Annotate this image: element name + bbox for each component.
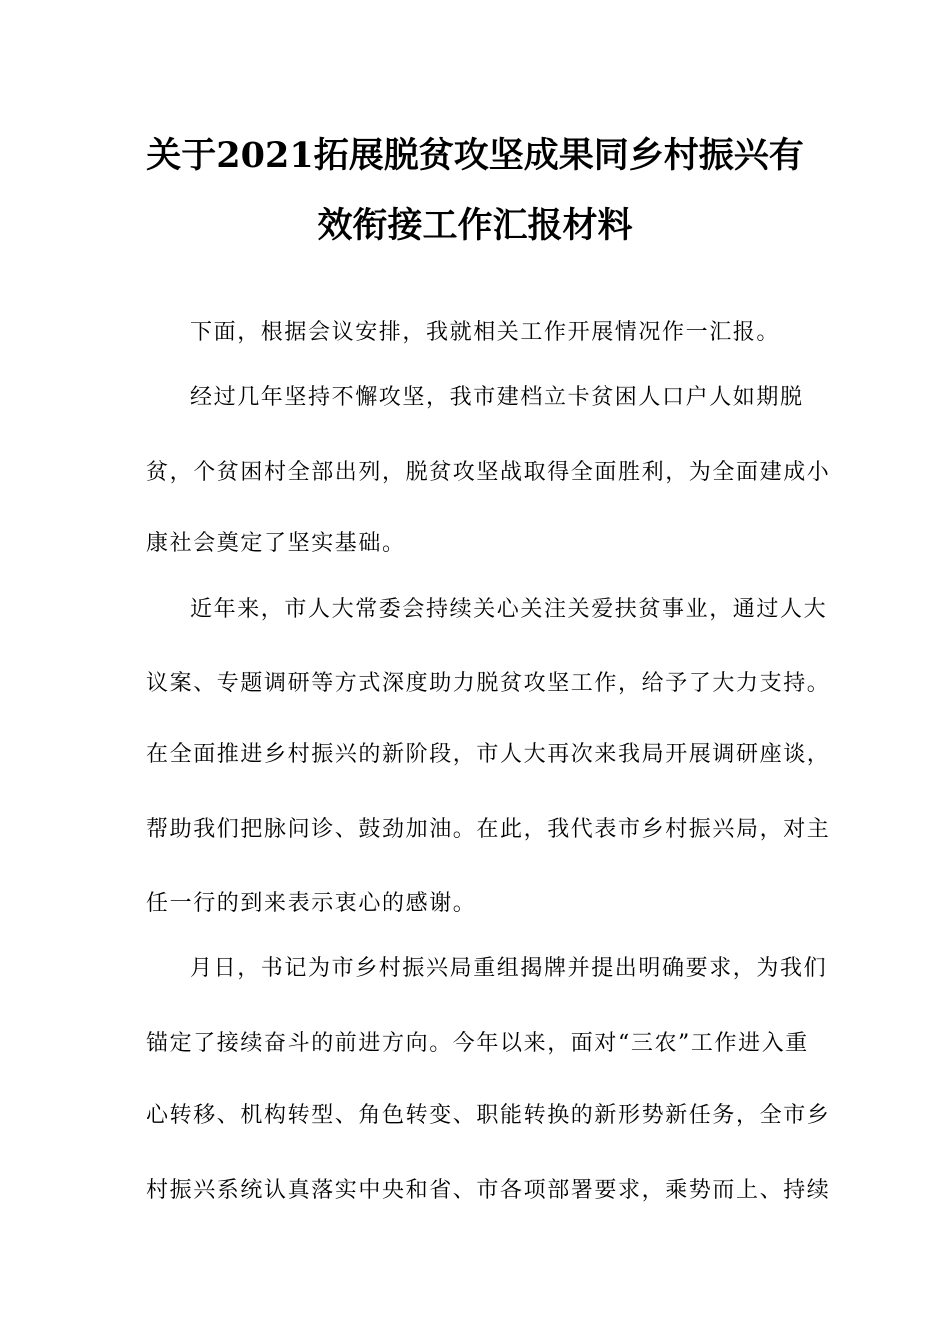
document-title-line-1: 关于2021拓展脱贫攻坚成果同乡村振兴有 (146, 135, 804, 176)
paragraph-3-line-1: 近年来，市人大常委会持续关心关注关爱扶贫事业，通过人大 (190, 597, 828, 622)
paragraph-1-line-1: 下面，根据会议安排，我就相关工作开展情况作一汇报。 (190, 320, 781, 345)
paragraph-3-line-4: 帮助我们把脉问诊、鼓劲加油。在此，我代表市乡村振兴局，对主 (146, 817, 831, 842)
paragraph-2-line-1: 经过几年坚持不懈攻坚，我市建档立卡贫困人口户人如期脱 (190, 385, 804, 410)
paragraph-4-line-1: 月日，书记为市乡村振兴局重组揭牌并提出明确要求，为我们 (190, 956, 828, 981)
paragraph-3-line-5: 任一行的到来表示衷心的感谢。 (146, 891, 477, 916)
paragraph-2-line-3: 康社会奠定了坚实基础。 (146, 531, 406, 556)
paragraph-3-line-3: 在全面推进乡村振兴的新阶段，市人大再次来我局开展调研座谈， (146, 742, 831, 767)
document-title-line-2: 效衔接工作汇报材料 (317, 205, 633, 246)
paragraph-2-line-2: 贫，个贫困村全部出列，脱贫攻坚战取得全面胜利，为全面建成小 (146, 460, 831, 485)
paragraph-3-line-2: 议案、专题调研等方式深度助力脱贫攻坚工作，给予了大力支持。 (146, 671, 831, 696)
paragraph-4-line-3: 心转移、机构转型、角色转变、职能转换的新形势新任务，全市乡 (146, 1103, 831, 1128)
paragraph-4-line-4: 村振兴系统认真落实中央和省、市各项部署要求，乘势而上、持续 (146, 1178, 831, 1203)
paragraph-4-line-2: 锚定了接续奋斗的前进方向。今年以来，面对“三农”工作进入重 (146, 1031, 809, 1056)
